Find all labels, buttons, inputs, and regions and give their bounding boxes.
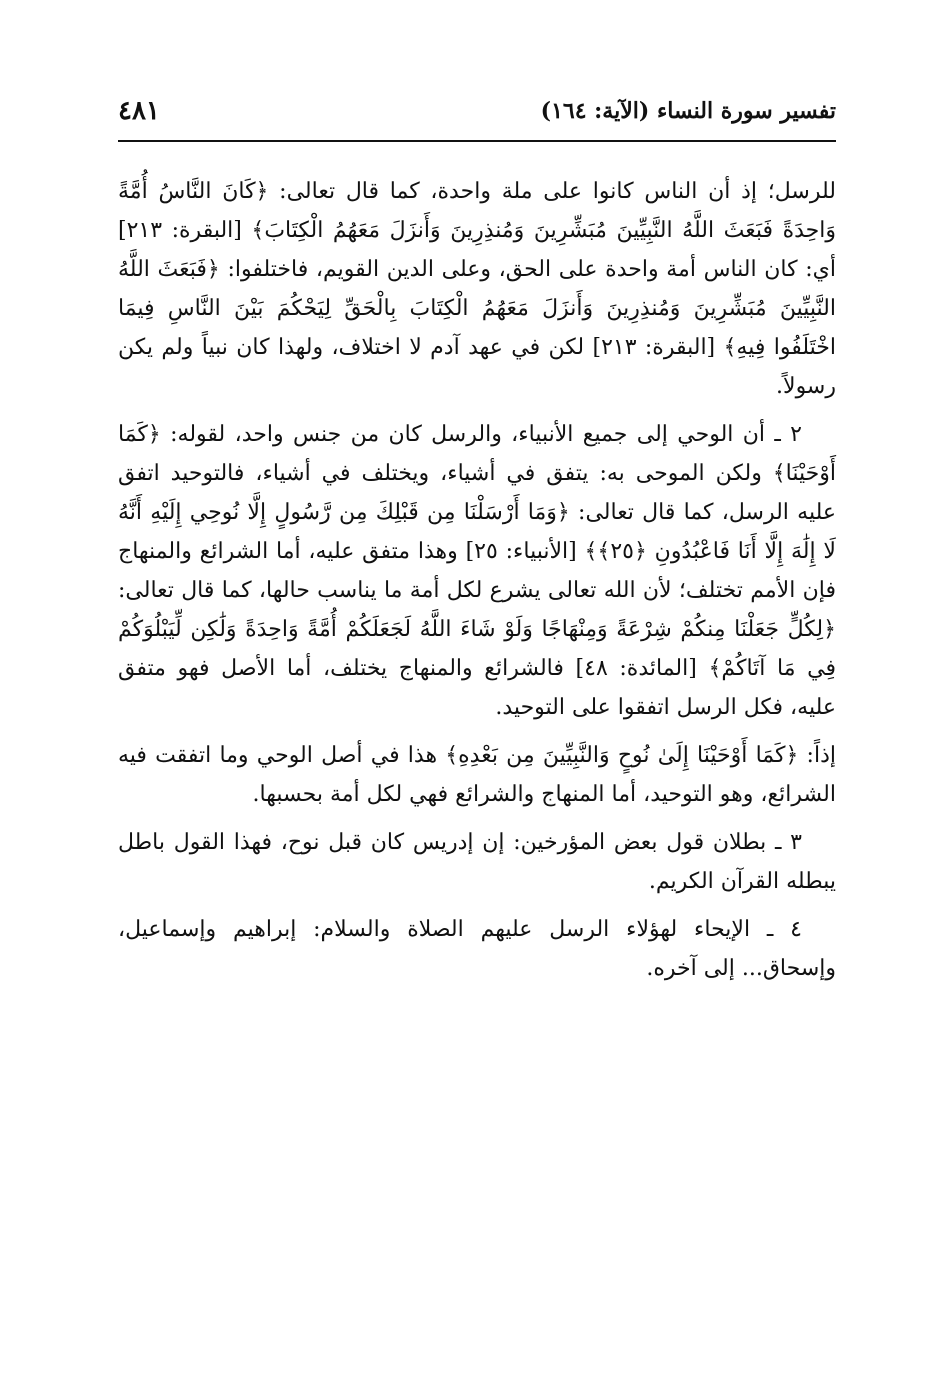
page-number: ٤٨١: [118, 96, 160, 126]
paragraph-4: ٣ ـ بطلان قول بعض المؤرخين: إن إدريس كان قبل نوح، فهذا القول باطل يبطله القرآن الكريم.: [118, 830, 836, 894]
running-title: تفسير سورة النساء (الآية: ١٦٤): [540, 98, 836, 124]
paragraph-1: للرسل؛ إذ أن الناس كانوا على ملة واحدة، كما قال تعالى: ﴿كَانَ النَّاسُ أُمَّةً وَاحِدَةً فَبَعَثَ اللَّهُ النَّبِيِّينَ مُبَشِّرِينَ وَمُنذِرِينَ وَأَنزَلَ مَعَهُمُ الْكِتَابَ﴾ [البقرة: ٢١٣] أي: كان الناس أمة واحدة على الحق، وعلى الدين القويم، فاختلفوا: ﴿فَبَعَثَ اللَّهُ النَّبِيِّينَ مُبَشِّرِينَ وَمُنذِرِينَ وَأَنزَلَ مَعَهُمُ الْكِتَابَ بِالْحَقِّ لِيَحْكُمَ بَيْنَ النَّاسِ فِيمَا اخْتَلَفُوا فِيهِ﴾ [البقرة: ٢١٣] لكن في عهد آدم لا اختلاف، ولهذا كان نبياً ولم يكن رسولاً.: [118, 179, 836, 399]
paragraph-2: ٢ ـ أن الوحي إلى جميع الأنبياء، والرسل كان من جنس واحد، لقوله: ﴿كَمَا أَوْحَيْنَا﴾ ولكن الموحى به: يتفق في أشياء، ويختلف في أشياء، فالتوحيد اتفق عليه الرسل، كما قال تعالى: ﴿وَمَا أَرْسَلْنَا مِن قَبْلِكَ مِن رَّسُولٍ إِلَّا نُوحِي إِلَيْهِ أَنَّهُ لَا إِلَٰهَ إِلَّا أَنَا فَاعْبُدُونِ ﴿٢٥﴾﴾ [الأنبياء: ٢٥] وهذا متفق عليه، أما الشرائع والمنهاج فإن الأمم تختلف؛ لأن الله تعالى يشرع لكل أمة ما يناسب حالها، كما قال تعالى: ﴿لِكُلٍّ جَعَلْنَا مِنكُمْ شِرْعَةً وَمِنْهَاجًا وَلَوْ شَاءَ اللَّهُ لَجَعَلَكُمْ أُمَّةً وَاحِدَةً وَلَٰكِن لِّيَبْلُوَكُمْ فِي مَا آتَاكُمْ﴾ [المائدة: ٤٨] فالشرائع والمنهاج يختلف، أما الأصل فهو متفق عليه، فكل الرسل اتفقوا على التوحيد.: [118, 422, 837, 720]
paragraph-3: إذاً: ﴿كَمَا أَوْحَيْنَا إِلَىٰ نُوحٍ وَالنَّبِيِّينَ مِن بَعْدِهِ﴾ هذا في أصل الوحي وما اتفقت فيه الشرائع، وهو التوحيد، أما المنهاج والشرائع فهي لكل أمة بحسبها.: [118, 743, 836, 807]
body-text: [118, 172, 836, 997]
page-header: [118, 90, 836, 138]
header-rule: [118, 140, 836, 142]
paragraph-5: ٤ ـ الإيحاء لهؤلاء الرسل عليهم الصلاة والسلام: إبراهيم وإسماعيل، وإسحاق... إلى آخره.: [118, 917, 836, 981]
